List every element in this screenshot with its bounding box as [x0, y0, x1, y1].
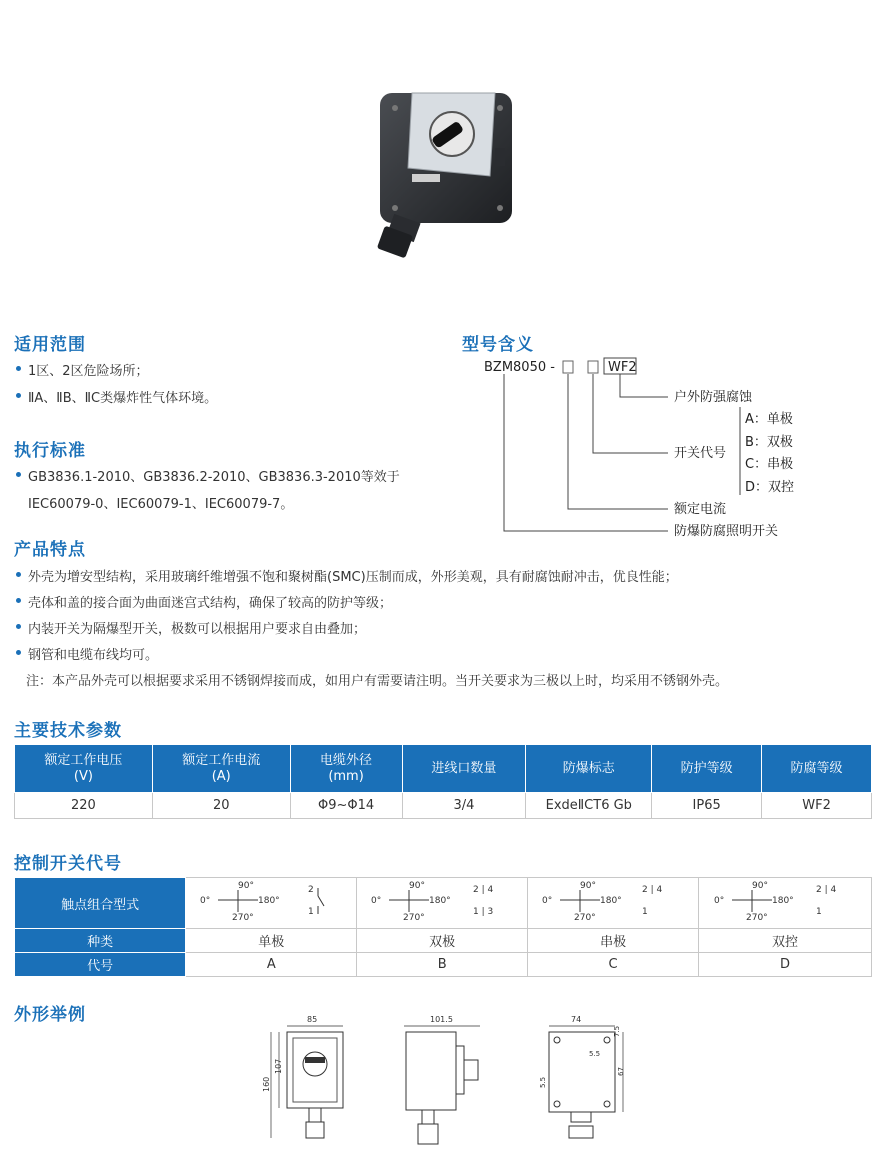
front-view-drawing	[255, 1012, 355, 1147]
product-photo	[370, 88, 520, 260]
contact-diagram-b	[357, 878, 528, 929]
row-label: 种类	[15, 929, 186, 953]
param-value: 220	[15, 793, 153, 819]
feature-item: 外壳为增安型结构，采用玻璃纤维增强不饱和聚树酯(SMC)压制而成，外形美观，具有耐腐蚀耐冲击，优良性能；	[18, 566, 678, 585]
switch-code-label: 开关代号	[674, 446, 727, 461]
model-box-1	[563, 361, 573, 373]
svg-text:2 | 4: 2 | 4	[473, 885, 494, 895]
param-header: 进线口数量	[402, 745, 526, 793]
svg-text:0°: 0°	[371, 896, 382, 906]
svg-text:0°: 0°	[714, 896, 725, 906]
option-a: A：单极	[745, 412, 793, 427]
svg-text:270°: 270°	[746, 913, 768, 923]
param-header: 电缆外径 (mm)	[290, 745, 402, 793]
svg-text:0°: 0°	[200, 896, 211, 906]
model-box-2	[588, 361, 598, 373]
model-suffix: WF2	[608, 360, 637, 375]
svg-text:67: 67	[617, 1067, 625, 1076]
svg-text:180°: 180°	[429, 896, 451, 906]
feature-item: 钢管和电缆布线均可。	[18, 644, 158, 663]
svg-text:1: 1	[642, 907, 648, 917]
svg-text:7.5: 7.5	[613, 1025, 621, 1037]
param-header: 额定工作电流 (A)	[152, 745, 290, 793]
features-heading: 产品特点	[14, 540, 86, 560]
product-label: 防爆防腐照明开关	[674, 524, 779, 539]
model-diagram	[480, 355, 810, 545]
param-value: 20	[152, 793, 290, 819]
model-heading: 型号含义	[462, 335, 534, 355]
row-label: 代号	[15, 953, 186, 977]
svg-text:101.5: 101.5	[430, 1015, 453, 1024]
model-prefix: BZM8050 -	[484, 360, 555, 375]
svg-text:270°: 270°	[232, 913, 254, 923]
svg-text:5.5: 5.5	[589, 1050, 601, 1058]
kind-cell: 双控	[699, 929, 872, 953]
param-header: 额定工作电压 (V)	[15, 745, 153, 793]
svg-text:90°: 90°	[752, 881, 768, 891]
param-header: 防护等级	[652, 745, 762, 793]
svg-text:107: 107	[274, 1058, 283, 1074]
param-value: Φ9~Φ14	[290, 793, 402, 819]
side-view-drawing	[400, 1012, 490, 1147]
svg-text:2: 2	[308, 885, 315, 895]
params-heading: 主要技术参数	[14, 721, 122, 741]
kind-cell: 串极	[528, 929, 699, 953]
code-cell: A	[186, 953, 357, 977]
svg-text:90°: 90°	[580, 881, 597, 891]
param-header: 防爆标志	[526, 745, 652, 793]
svg-text:2 | 4: 2 | 4	[642, 885, 663, 895]
feature-item: 内装开关为隔爆型开关，极数可以根据用户要求自由叠加；	[18, 618, 366, 637]
svg-text:90°: 90°	[238, 881, 255, 891]
appearance-heading: 外形举例	[14, 1005, 86, 1025]
svg-text:85: 85	[307, 1015, 318, 1024]
option-b: B：双极	[745, 435, 793, 450]
svg-text:180°: 180°	[600, 896, 622, 906]
option-d: D：双控	[745, 480, 795, 495]
svg-text:2 | 4: 2 | 4	[816, 885, 837, 895]
standard-line-2: IEC60079-0、IEC60079-1、IEC60079-7。	[28, 497, 294, 512]
svg-text:180°: 180°	[772, 896, 794, 906]
svg-text:1: 1	[308, 907, 315, 917]
code-cell: B	[357, 953, 528, 977]
svg-text:270°: 270°	[403, 913, 425, 923]
code-cell: D	[699, 953, 872, 977]
wf2-desc: 户外防强腐蚀	[674, 390, 753, 405]
scope-item: ⅡA、ⅡB、ⅡC类爆炸性气体环境。	[18, 387, 217, 406]
switch-code-heading: 控制开关代号	[14, 854, 122, 874]
switch-table	[14, 877, 872, 977]
back-view-drawing	[533, 1012, 633, 1147]
svg-text:5.5: 5.5	[539, 1076, 547, 1088]
svg-text:0°: 0°	[542, 896, 553, 906]
standard-heading: 执行标准	[14, 441, 86, 461]
svg-text:1 | 3: 1 | 3	[473, 907, 494, 917]
svg-text:180°: 180°	[258, 896, 280, 906]
param-value: 3/4	[402, 793, 526, 819]
params-table	[14, 744, 872, 819]
note: 注：本产品外壳可以根据要求采用不锈钢焊接而成，如用户有需要请注明。当开关要求为三极以上时，均采用不锈钢外壳。	[26, 674, 729, 689]
standard-line: GB3836.1-2010、GB3836.2-2010、GB3836.3-2010等效于	[18, 466, 400, 485]
contact-diagram-d	[699, 878, 872, 929]
svg-text:1: 1	[816, 907, 822, 917]
param-value: ExdeⅡCT6 Gb	[526, 793, 652, 819]
kind-cell: 双极	[357, 929, 528, 953]
svg-text:270°: 270°	[574, 913, 596, 923]
param-header: 防腐等级	[762, 745, 872, 793]
param-value: IP65	[652, 793, 762, 819]
scope-item: 1区、2区危险场所；	[18, 360, 149, 379]
param-value: WF2	[762, 793, 872, 819]
feature-item: 壳体和盖的接合面为曲面迷宫式结构，确保了较高的防护等级；	[18, 592, 392, 611]
svg-text:90°: 90°	[409, 881, 426, 891]
kind-cell: 单极	[186, 929, 357, 953]
option-c: C：串极	[745, 457, 794, 472]
contact-diagram-a	[186, 878, 357, 929]
scope-heading: 适用范围	[14, 335, 86, 355]
svg-text:160: 160	[262, 1076, 271, 1092]
code-cell: C	[528, 953, 699, 977]
row-label: 触点组合型式	[15, 878, 186, 929]
contact-diagram-c	[528, 878, 699, 929]
svg-text:74: 74	[571, 1015, 582, 1024]
current-label: 额定电流	[674, 502, 727, 517]
